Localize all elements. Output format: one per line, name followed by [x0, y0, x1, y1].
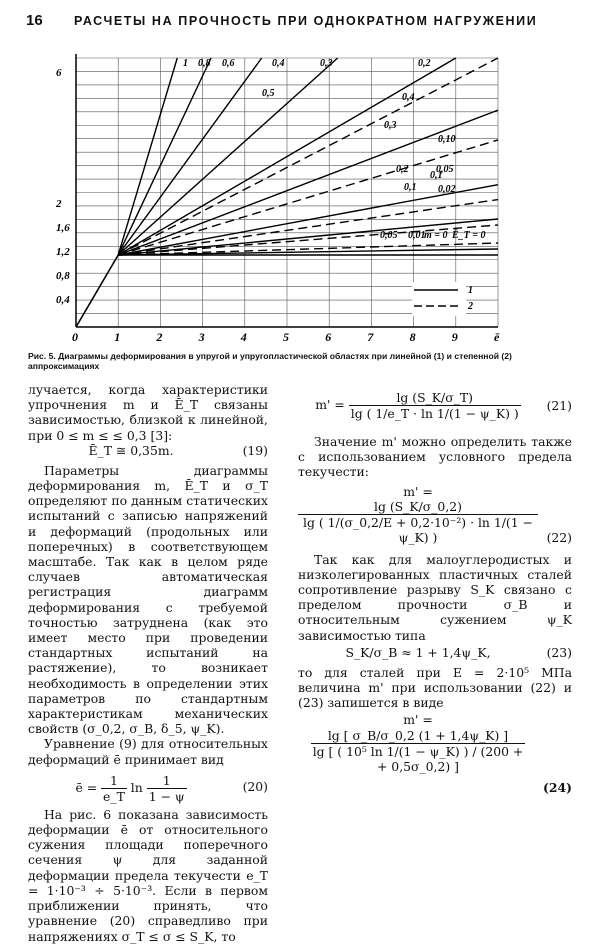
curve-label-inner: 0,1 — [430, 170, 443, 181]
paragraph: Уравнение (9) для относительных деформаций ē принимает вид — [28, 736, 268, 767]
curve-label-inner: 0,5 — [262, 88, 275, 99]
curve-label-bottom: 0,01 — [408, 230, 426, 241]
x-axis-label: ē — [494, 330, 500, 344]
x-tick-label: 0 — [72, 330, 78, 344]
figure-caption: Рис. 5. Диаграммы деформирования в упругой и упругопластической областях при линейной (1) и степенной (2) аппроксимациях — [28, 351, 512, 371]
y-tick-label: 1,2 — [56, 246, 70, 258]
curve-label-top: 0,3 — [320, 58, 333, 69]
equation-21: m' = $\frac{\lg (S\_K/\sigma\_T)}{\lg ( 1/e\_T \cdot \ln 1/(1 - \psi\_K) )}$ (21) — [315, 390, 572, 422]
page-number: 16 — [26, 12, 43, 29]
curve-label-bottom: 0,05 — [380, 230, 398, 241]
curve-label-inner: 0,2 — [396, 164, 409, 175]
x-tick-label: 4 — [240, 330, 247, 344]
curve-label-top: 0,4 — [272, 58, 285, 69]
curve-label-top: 0,8 — [198, 58, 211, 69]
curve-label-right: 0,4 — [402, 92, 415, 103]
x-tick-label: 9 — [451, 330, 458, 344]
curve-label-right: 0,02 — [438, 184, 456, 195]
chart-labels — [183, 58, 485, 312]
running-title: РАСЧЕТЫ НА ПРОЧНОСТЬ ПРИ ОДНОКРАТНОМ НАГРУЖЕНИИ — [74, 14, 538, 28]
equation-20: ē = $\frac{1}{e\_T}$ ln $\frac{1}{1 - \psi}$ (20) — [75, 772, 268, 805]
series-line-solid — [118, 58, 337, 255]
y-tick-label: 0,4 — [56, 294, 70, 306]
curve-label-bottom: Ē_T = 0 — [452, 230, 486, 241]
left-column — [28, 382, 268, 944]
series-line-dashed — [118, 200, 498, 255]
paragraph: Так как для малоуглеродистых и низколегированных пластичных сталей сопротивление разрыву S_K связано с пределом прочности σ_B и относительным сужением ψ_K зависимостью типа — [298, 551, 572, 643]
paragraph: Параметры диаграммы деформирования m, Ē_T и σ_T определяют по данным статических испытаний с записью напряжений и деформаций (продольных или поперечных) в соответствующем масштабе. Так как в целом ряде случаев автоматическая регистрация диаграмм деформирования с требуемой точностью затруднена (как это имеет место при проведении стандартных испытаний на растяжение), то возникает необходимость в определении этих параметров по стандартным характеристикам механических свойств (σ_0,2, σ_B, δ_5, ψ_K). — [28, 462, 268, 737]
equation-19: Ē_T ≅ 0,35m. (19) — [88, 442, 268, 458]
x-tick-label: 3 — [198, 330, 205, 344]
x-tick-label: 8 — [409, 330, 416, 344]
y-tick-label: 6 — [56, 67, 62, 79]
curve-label-top: 1 — [183, 58, 188, 69]
deformation-chart — [0, 0, 600, 350]
equation-22: m' = $\frac{\lg (S\_K/\sigma\_0,2)}{\text{lg ( 1/(σ\_0,2/E + 0,2·10⁻²) · ln 1/(1 − ψ\_K) )}}$ (22) — [298, 480, 572, 552]
paragraph: лучается, когда характеристики упрочнения m и Ē_T связаны зависимостью, близкой к линейной, при 0 ≤ m ≤ ≤ 0,3 [3]: — [28, 382, 268, 443]
x-tick-label: 7 — [367, 330, 374, 344]
curve-label-top: 0,6 — [222, 58, 235, 69]
equation-24: m' = lg [ σ_B/σ_0,2 (1 + 1,4ψ_K) ] lg [ ( 10⁵ ln 1/(1 − ψ_K) ) / (200 + + 0,5σ_0,2) ] (24) — [312, 712, 572, 796]
series-line-solid — [118, 58, 261, 255]
equation-23: S_K/σ_B ≈ 1 + 1,4ψ_K, (23) — [345, 644, 572, 660]
curve-label-right: 0,1 — [404, 182, 417, 193]
curve-label-right: 0,05 — [436, 164, 454, 175]
y-tick-label: 1,6 — [56, 222, 70, 234]
y-tick-label: 2 — [56, 198, 62, 210]
legend-marker: 1 — [468, 285, 473, 296]
paragraph: Значение m' можно определить также с использованием условного предела текучести: — [298, 434, 572, 480]
x-tick-label: 2 — [156, 330, 163, 344]
paragraph: На рис. 6 показана зависимость деформации ē от относительного сужения площади поперечного сечения ψ для заданной деформации предела текучести e_T = 1·10⁻³ ÷ 5·10⁻³. Если в первом приближении принять, что уравнение (20) справедливо при напряжениях σ_T ≤ σ ≤ S_K, то — [28, 806, 268, 944]
y-tick-label: 0,8 — [56, 270, 70, 282]
curve-label-top: 0,2 — [418, 58, 431, 69]
curve-label-right: 0,3 — [384, 120, 397, 131]
curve-label-right: 0,10 — [438, 134, 456, 145]
paragraph: то для сталей при E = 2·10⁵ МПа величина m' при использовании (22) и (23) запишется в виде — [298, 664, 572, 711]
elastic-line — [76, 255, 118, 327]
x-tick-label: 5 — [283, 330, 289, 344]
legend-background — [412, 282, 466, 316]
right-column — [298, 386, 572, 800]
x-tick-label: 6 — [325, 330, 332, 344]
legend-marker: 2 — [468, 301, 473, 312]
x-tick-label: 1 — [114, 330, 121, 344]
chart-legend — [412, 282, 466, 316]
curve-label-bottom: m = 0 — [424, 230, 448, 241]
